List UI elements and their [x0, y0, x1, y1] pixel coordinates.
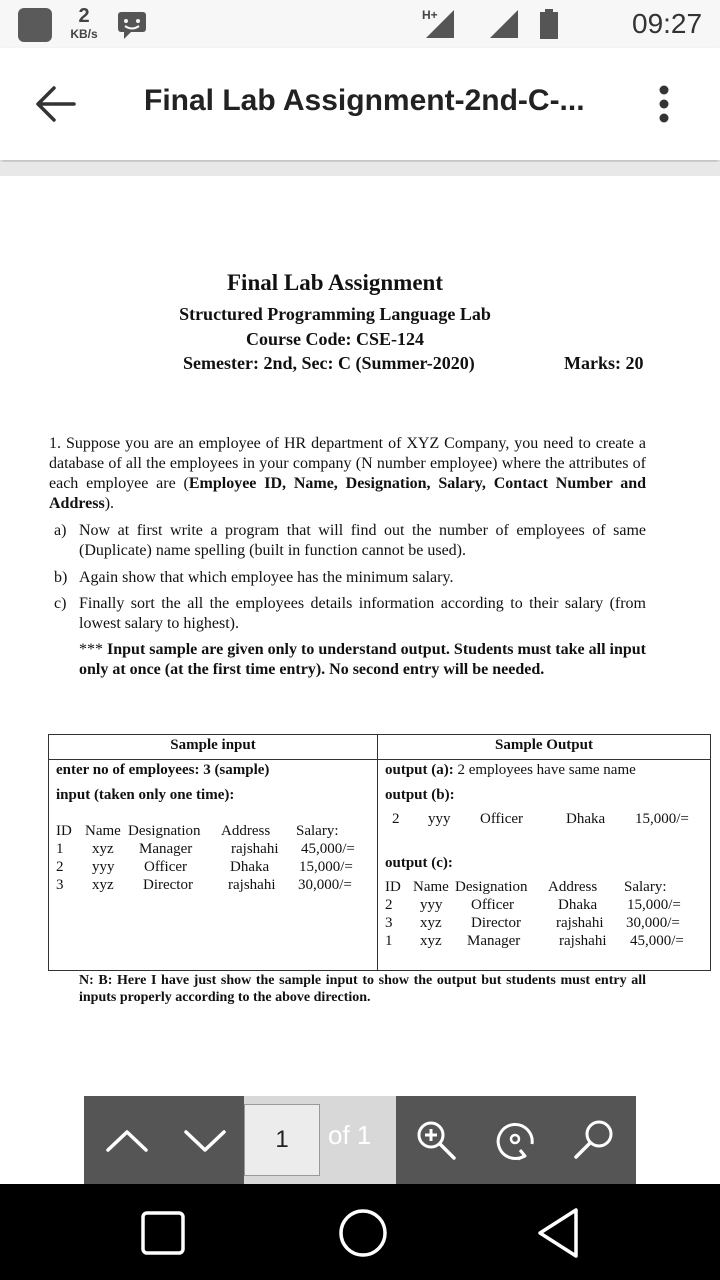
input-note	[79, 640, 646, 680]
cell-designation: Manager	[467, 933, 521, 949]
cell-name: xyz	[420, 933, 442, 949]
search-icon[interactable]	[572, 1118, 616, 1162]
cell-id: 3	[56, 877, 64, 893]
cell-salary: 30,000/=	[298, 877, 352, 893]
cell-designation: Officer	[471, 897, 515, 913]
input-line-2: input (taken only one time):	[56, 787, 235, 803]
cell-id: 3	[385, 915, 393, 931]
sub-text: Finally sort the all the employees details information according to their salary (from lowest salary to highest).	[79, 595, 646, 632]
sub-question-b	[54, 568, 646, 588]
question-end: ).	[104, 495, 115, 512]
table-divider	[49, 759, 710, 760]
page-number-input[interactable]: 1	[244, 1104, 320, 1176]
page-indicator	[244, 1096, 396, 1184]
sub-question-a	[54, 521, 646, 561]
input-header: Sample input	[170, 737, 256, 753]
cell-salary: 15,000/=	[635, 811, 689, 827]
output-a-text: 2 employees have same name	[457, 762, 636, 778]
col-header: ID	[56, 823, 72, 839]
cell-address: rajshahi	[556, 915, 604, 931]
col-header: Address	[548, 879, 598, 895]
cell-name: yyy	[92, 859, 115, 875]
cell-id: 2	[385, 897, 393, 913]
note-text: Input sample are given only to understand output. Students must take all input only at once (at the first time entry). No second entry will be needed.	[79, 641, 647, 678]
cell-salary: 15,000/=	[299, 859, 353, 875]
cell-designation: Manager	[139, 841, 193, 857]
cell-id: 1	[56, 841, 64, 857]
cell-salary: 15,000/=	[627, 897, 681, 913]
status-bar	[0, 0, 720, 48]
semester: Semester: 2nd, Sec: C (Summer-2020)	[183, 353, 475, 373]
cell-address: rajshahi	[228, 877, 276, 893]
sub-question-c	[54, 594, 646, 634]
rotate-icon[interactable]	[494, 1118, 538, 1162]
network-speed	[64, 6, 104, 40]
output-c-label: output (c):	[385, 855, 453, 871]
sample-table	[48, 734, 711, 971]
cell-address: Dhaka	[566, 811, 606, 827]
cell-salary: 45,000/=	[630, 933, 684, 949]
marks: Marks: 20	[564, 353, 644, 373]
output-a	[385, 762, 636, 779]
course-name: Structured Programming Language Lab	[179, 304, 491, 324]
more-vert-icon[interactable]	[650, 82, 678, 130]
cell-address: rajshahi	[231, 841, 279, 857]
output-header: Sample Output	[495, 737, 593, 753]
cell-name: xyz	[92, 841, 114, 857]
question-1	[49, 434, 646, 514]
input-line-1: enter no of employees: 3 (sample)	[56, 762, 270, 778]
app-bar	[0, 48, 720, 160]
speed-value: 2	[78, 5, 90, 27]
cell-address: Dhaka	[558, 897, 598, 913]
zoom-in-icon[interactable]	[414, 1118, 458, 1162]
course-code: Course Code: CSE-124	[246, 329, 424, 349]
col-header: Address	[221, 823, 271, 839]
system-navigation-bar	[0, 1184, 720, 1280]
battery-icon	[538, 8, 560, 40]
question-intro: 1. Suppose you are an employee of HR department of XYZ Company, you need to create a database of all the employees in your company (N number employee) where the attributes of each employee are (	[49, 435, 646, 492]
col-header: Designation	[128, 823, 201, 839]
chevron-up-icon[interactable]	[102, 1122, 152, 1158]
col-header: Salary:	[624, 879, 667, 895]
cell-name: xyz	[420, 915, 442, 931]
network-type: H+	[422, 8, 438, 22]
cell-name: yyy	[428, 811, 451, 827]
cell-designation: Director	[471, 915, 521, 931]
footnote: N: B: Here I have just show the sample input to show the output but students must entry all inputs properly according to the above direction.	[79, 973, 646, 1005]
output-a-label: output (a):	[385, 762, 454, 778]
signal-icon	[488, 8, 520, 40]
cell-designation: Officer	[144, 859, 188, 875]
col-header: Name	[85, 823, 121, 839]
document-title: Final Lab Assignment-2nd-C-...	[144, 84, 585, 117]
sub-label: b)	[54, 569, 68, 586]
page-nav-arrows	[84, 1096, 244, 1184]
cell-id: 2	[56, 859, 64, 875]
message-icon	[116, 10, 148, 40]
sub-text: Again show that which employee has the minimum salary.	[79, 569, 454, 586]
question-attrs: Employee ID, Name, Designation, Salary, Contact Number and Address	[49, 475, 647, 512]
cell-address: rajshahi	[559, 933, 607, 949]
speed-unit: KB/s	[70, 27, 98, 41]
cell-name: yyy	[420, 897, 443, 913]
table-divider	[377, 735, 378, 970]
sub-label: c)	[54, 595, 67, 612]
cell-designation: Officer	[480, 811, 524, 827]
page-count: of 1	[328, 1120, 372, 1150]
page-gap	[0, 162, 720, 176]
clock: 09:27	[632, 8, 703, 39]
notification-icon	[18, 8, 52, 42]
cell-designation: Director	[143, 877, 193, 893]
col-header: Name	[413, 879, 449, 895]
cell-name: xyz	[92, 877, 114, 893]
recents-icon[interactable]	[140, 1210, 186, 1256]
sub-text: Now at first write a program that will find out the number of employees of same (Duplicate) name spelling (built in function cannot be used).	[79, 522, 646, 559]
col-header: ID	[385, 879, 401, 895]
doc-heading: Final Lab Assignment	[227, 270, 443, 295]
output-b-label: output (b):	[385, 787, 455, 803]
cell-salary: 45,000/=	[301, 841, 355, 857]
back-icon[interactable]	[536, 1206, 582, 1260]
chevron-down-icon[interactable]	[180, 1122, 230, 1158]
col-header: Designation	[455, 879, 528, 895]
col-header: Salary:	[296, 823, 339, 839]
cell-address: Dhaka	[230, 859, 270, 875]
pdf-page	[0, 176, 720, 1096]
cell-id: 2	[392, 811, 400, 827]
home-icon[interactable]	[338, 1208, 388, 1258]
page-tools	[396, 1096, 636, 1184]
cell-id: 1	[385, 933, 393, 949]
sub-label: a)	[54, 522, 67, 539]
back-arrow-icon[interactable]	[30, 82, 82, 126]
note-stars: ***	[79, 641, 103, 658]
cell-salary: 30,000/=	[626, 915, 680, 931]
